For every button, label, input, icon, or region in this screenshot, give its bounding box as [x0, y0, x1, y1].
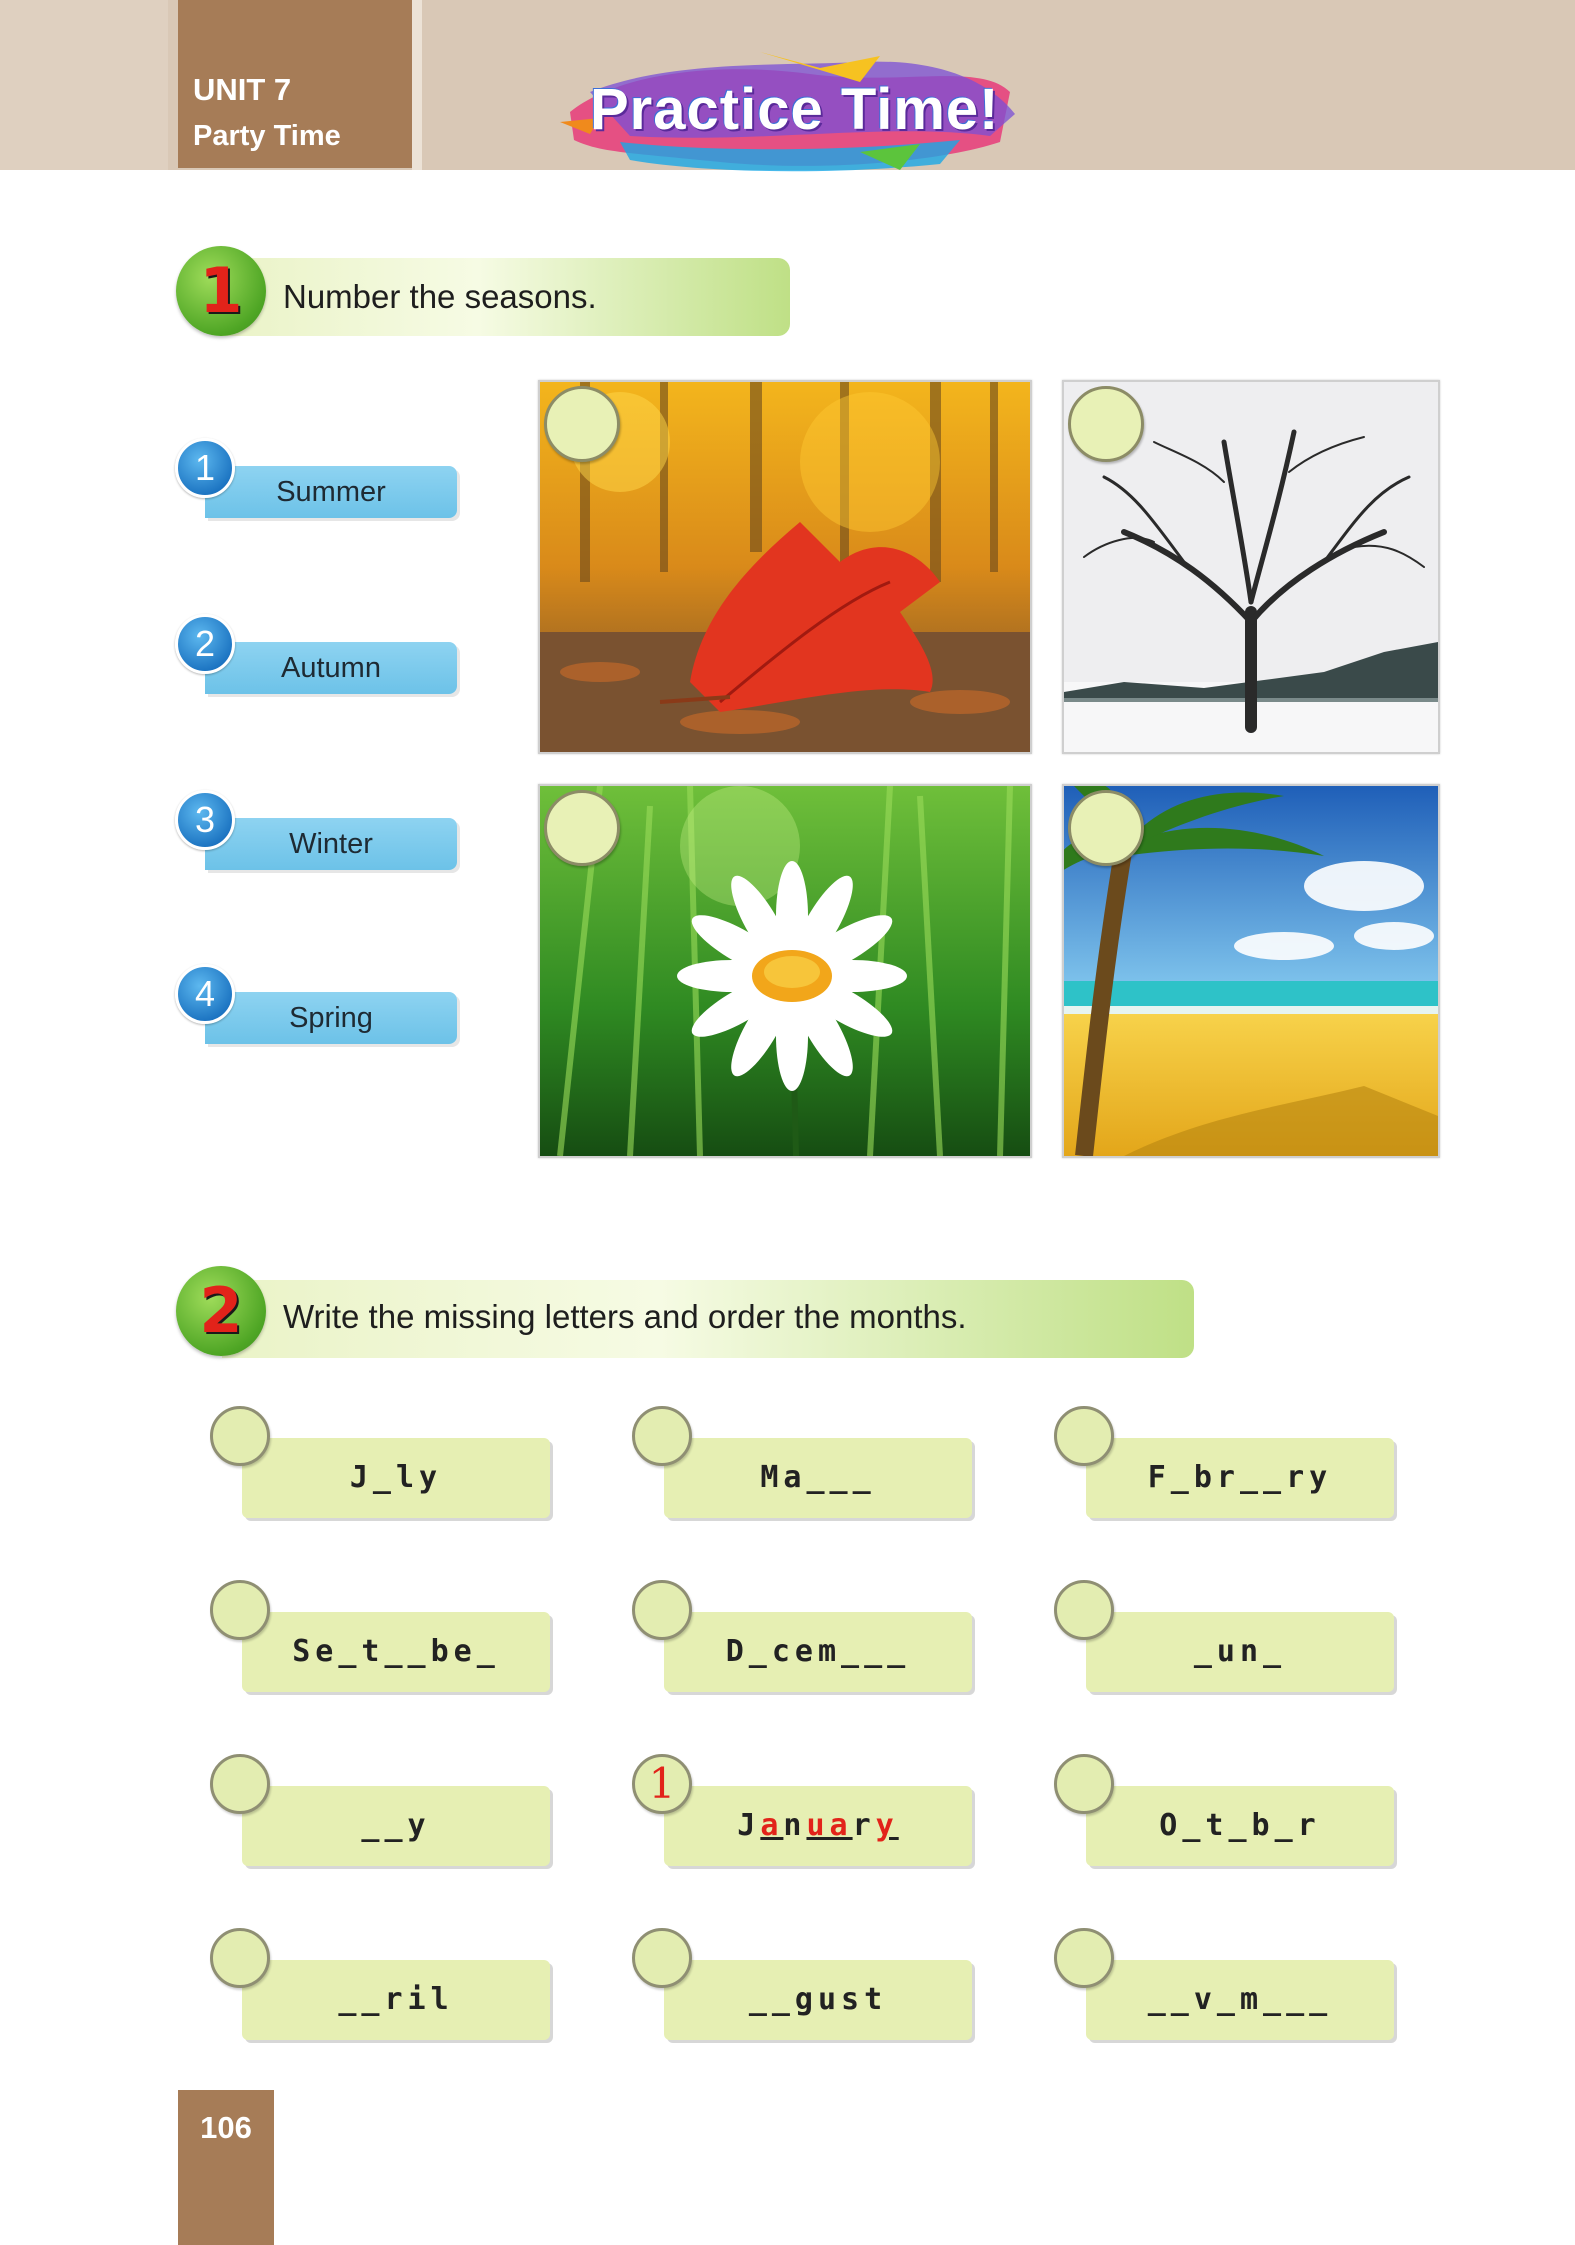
order-circle[interactable]	[1054, 1580, 1114, 1640]
unit-number: UNIT 7	[193, 72, 292, 107]
practice-time-title: Practice Time!	[590, 77, 1000, 142]
order-circle[interactable]	[632, 1406, 692, 1466]
season-number-4: 4	[175, 964, 235, 1024]
month-text: O_t_b_r	[1159, 1808, 1321, 1843]
order-circle[interactable]	[210, 1406, 270, 1466]
card-body	[242, 1612, 550, 1692]
season-label-summer	[205, 466, 457, 518]
season-label-text: Winter	[289, 828, 373, 860]
month-card-june	[1086, 1612, 1394, 1692]
winter-tree-photo	[1062, 380, 1440, 754]
card-body	[242, 1960, 550, 2040]
month-text: __gust	[748, 1982, 888, 2017]
month-card-january	[648, 1759, 972, 1866]
order-circle[interactable]	[210, 1754, 270, 1814]
answer-circle[interactable]	[1068, 790, 1144, 866]
month-card-august	[664, 1960, 972, 2040]
month-card-december	[664, 1612, 972, 1692]
card-body	[664, 1438, 972, 1518]
order-circle[interactable]	[632, 1928, 692, 1988]
order-circle[interactable]	[1054, 1406, 1114, 1466]
month-card-may	[664, 1438, 972, 1518]
month-text: __v_m___	[1147, 1982, 1333, 2017]
header-separator	[412, 0, 422, 170]
season-label-text: Autumn	[281, 652, 381, 684]
month-card-october	[1086, 1786, 1394, 1866]
month-card-november	[1086, 1960, 1394, 2040]
season-number-1: 1	[175, 438, 235, 498]
season-label-text: Summer	[276, 476, 386, 508]
order-circle[interactable]	[1054, 1928, 1114, 1988]
month-card-february	[1086, 1438, 1394, 1518]
card-body	[1086, 1438, 1394, 1518]
card-body	[664, 1612, 972, 1692]
month-text: Se_t__be_	[292, 1634, 500, 1669]
order-circle[interactable]	[210, 1580, 270, 1640]
month-card-may-2	[242, 1786, 550, 1866]
card-body	[1086, 1612, 1394, 1692]
season-label-winter	[205, 818, 457, 870]
section-2-instruction: Write the missing letters and order the months.	[283, 1298, 967, 1335]
order-circle[interactable]	[1054, 1754, 1114, 1814]
page-number-tab	[178, 2090, 274, 2245]
season-number-3: 3	[175, 790, 235, 850]
month-card-july	[242, 1438, 550, 1518]
unit-title: Party Time	[193, 120, 341, 152]
season-label-text: Spring	[289, 1002, 373, 1034]
month-text: __y	[361, 1808, 431, 1843]
month-text: _un_	[1193, 1634, 1287, 1669]
answer-circle[interactable]	[1068, 386, 1144, 462]
card-body	[1086, 1786, 1394, 1866]
season-label-autumn	[205, 642, 457, 694]
order-circle[interactable]	[632, 1580, 692, 1640]
card-body	[1086, 1960, 1394, 2040]
header-left-strip	[0, 0, 168, 170]
month-text: F_br__ry	[1147, 1460, 1333, 1495]
month-text: J_ly	[349, 1460, 443, 1495]
section-1-number: 1	[199, 254, 243, 327]
section-1-badge	[176, 246, 266, 336]
answer-circle[interactable]	[544, 386, 620, 462]
section-1-instruction: Number the seasons.	[283, 278, 597, 315]
order-circle[interactable]: 1	[632, 1754, 692, 1814]
month-text: Ma___	[760, 1460, 876, 1495]
page-number: 106	[200, 2110, 252, 2145]
card-body	[664, 1960, 972, 2040]
month-text-january: January	[737, 1808, 899, 1843]
answer-circle[interactable]	[544, 790, 620, 866]
card-body	[664, 1786, 972, 1866]
month-text: D_cem___	[725, 1634, 911, 1669]
spring-daisy-photo	[538, 784, 1032, 1158]
month-card-september	[242, 1612, 550, 1692]
summer-beach-photo	[1062, 784, 1440, 1158]
month-text: __ril	[338, 1982, 454, 2017]
practice-time-logo	[560, 52, 1020, 178]
card-body	[242, 1438, 550, 1518]
card-body	[242, 1786, 550, 1866]
autumn-leaf-photo	[538, 380, 1032, 754]
season-label-spring	[205, 992, 457, 1044]
season-number-2: 2	[175, 614, 235, 674]
order-circle[interactable]	[210, 1928, 270, 1988]
month-card-april	[242, 1960, 550, 2040]
section-2-number: 2	[199, 1274, 243, 1347]
section-2-badge	[176, 1266, 266, 1356]
